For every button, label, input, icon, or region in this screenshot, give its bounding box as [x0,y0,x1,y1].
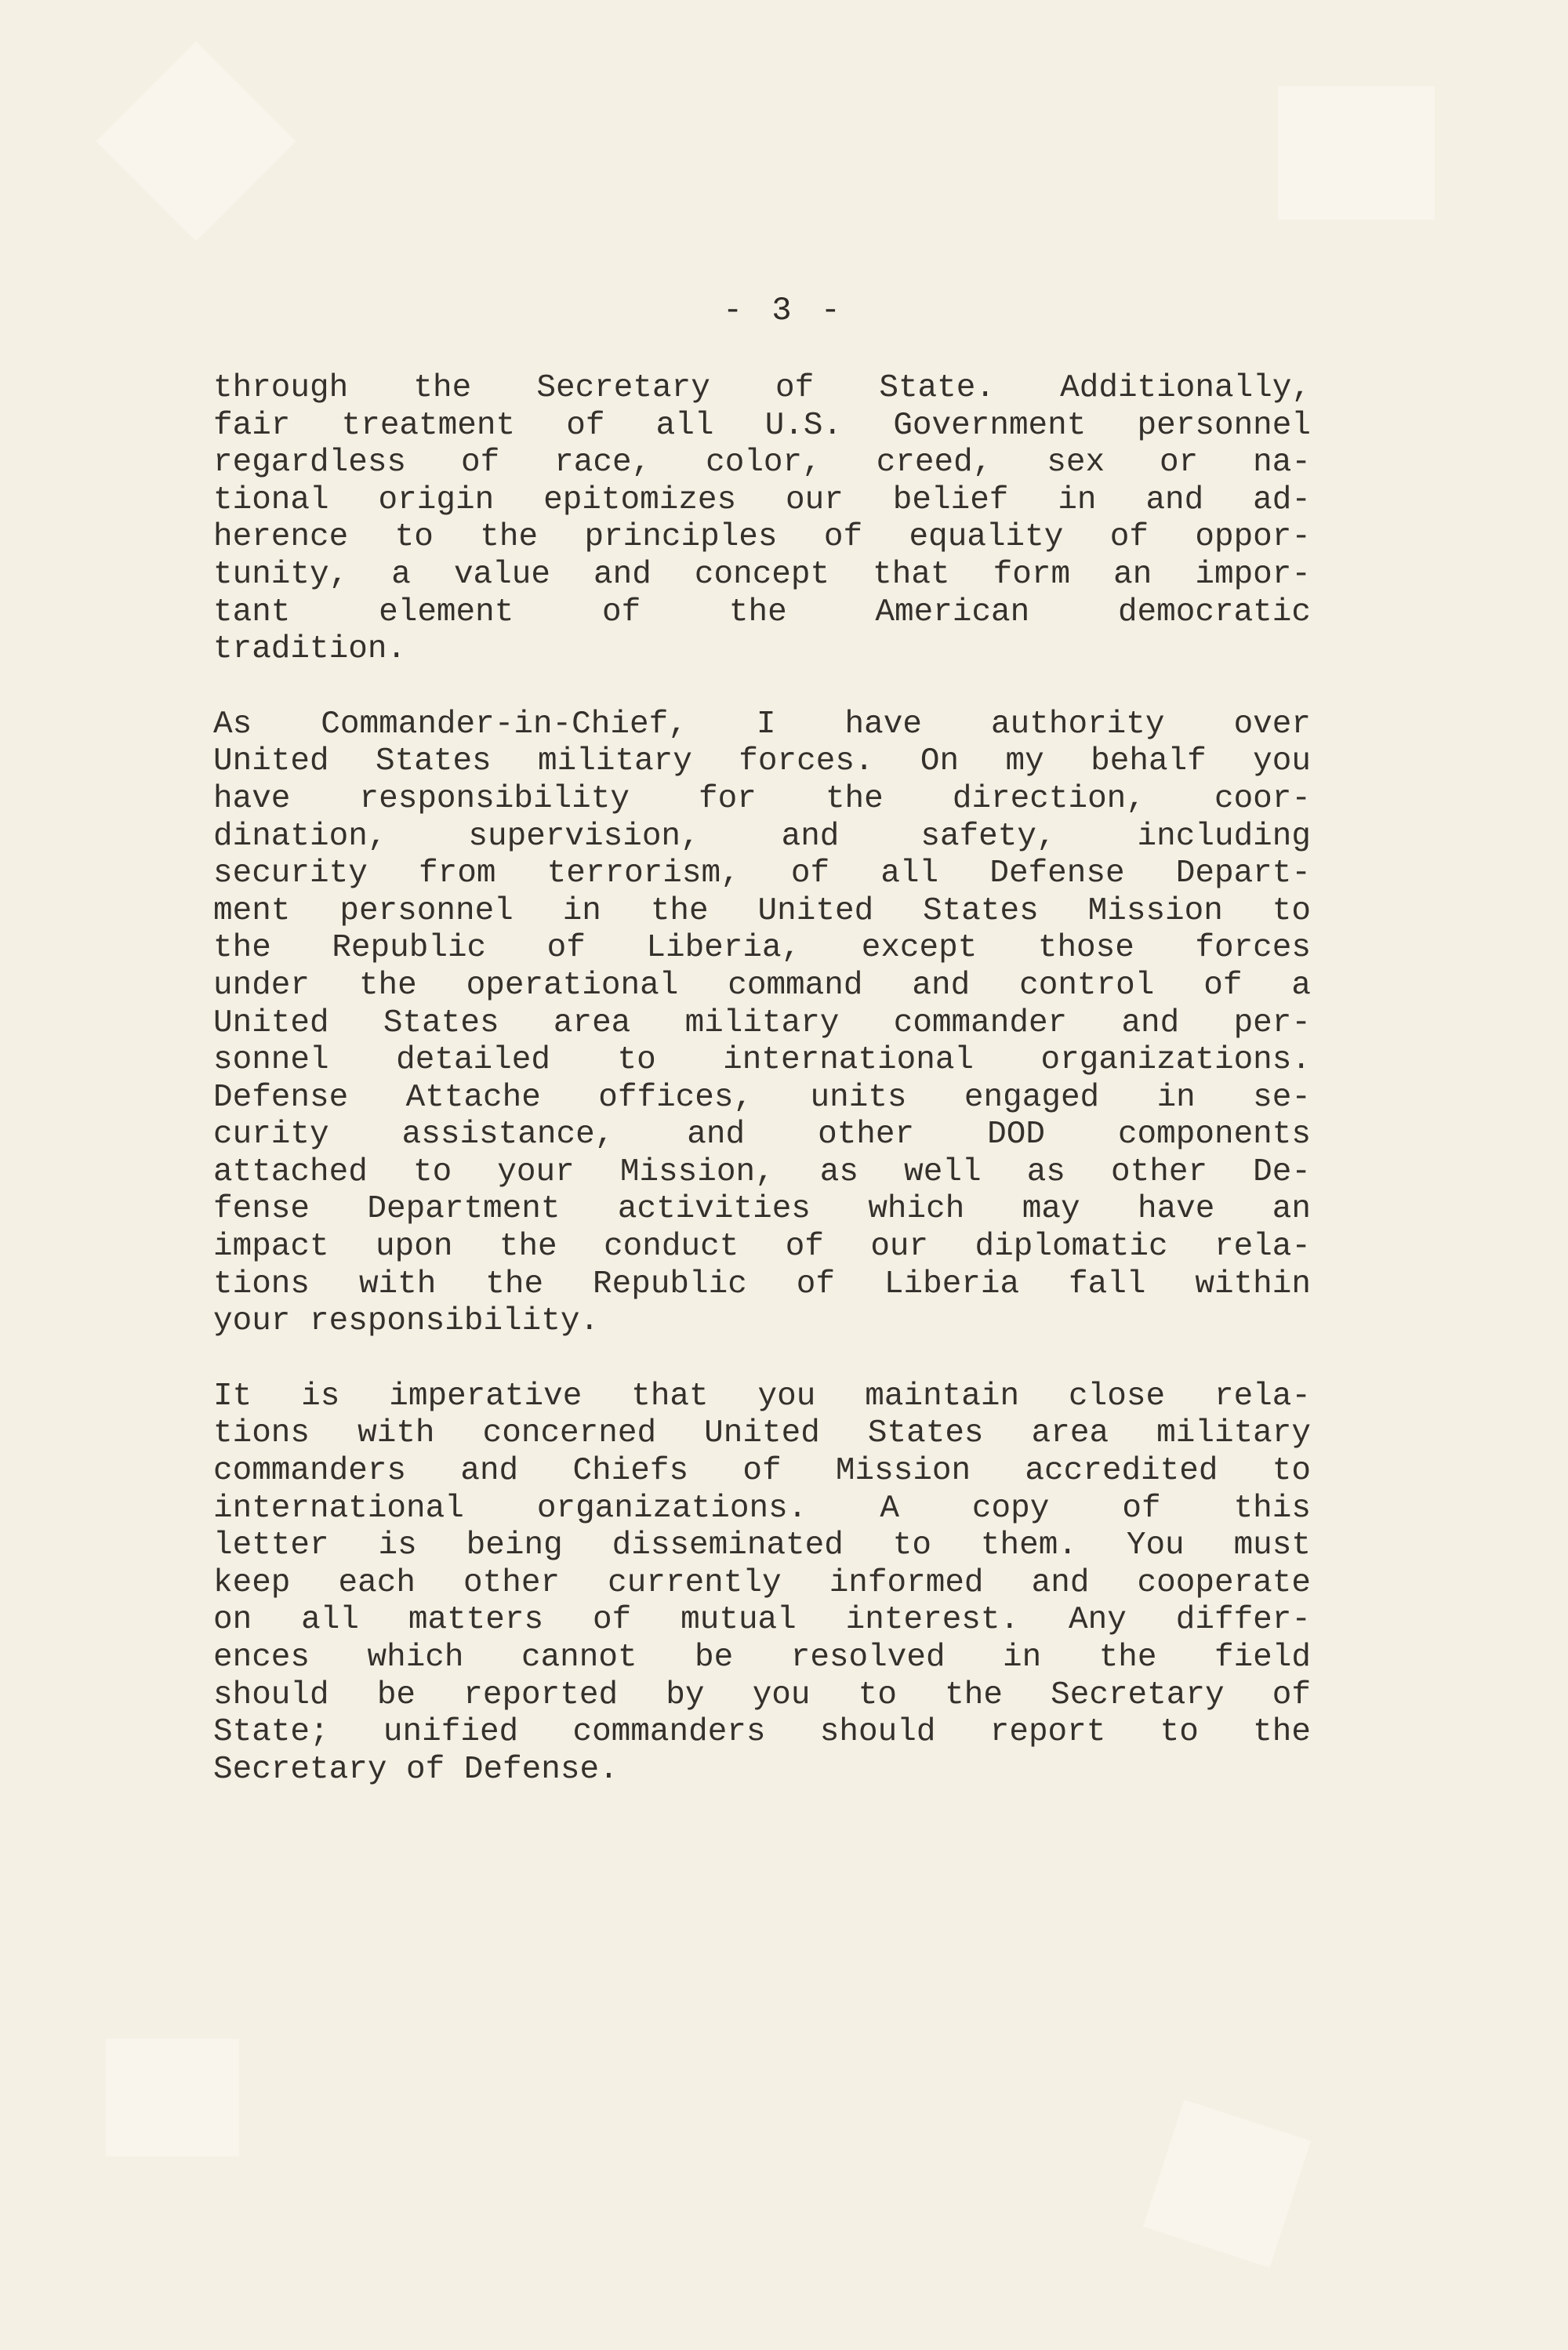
text-line: Defense Attache offices, units engaged in se- [213,1079,1311,1116]
text-line: tions with concerned United States area military [213,1415,1311,1452]
text-line: your responsibility. [213,1303,600,1340]
page-number: - 3 - [722,292,846,329]
text-line: As Commander-in-Chief, I have authority over [213,706,1311,743]
text-line: impact upon the conduct of our diplomatic rela- [213,1229,1311,1266]
text-line: tional origin epitomizes our belief in and ad- [213,481,1311,518]
text-line: fair treatment of all U.S. Government personnel [213,407,1311,444]
text-line: letter is being disseminated to them. You must [213,1527,1311,1564]
text-line: should be reported by you to the Secretary of [213,1676,1311,1713]
text-line: international organizations. A copy of this [213,1490,1311,1527]
text-line: tant element of the American democratic [213,594,1311,630]
paragraph-2 [213,706,1311,1341]
text-line: United States military forces. On my behalf you [213,743,1311,780]
text-line: tunity, a value and concept that form an impor- [213,556,1311,593]
text-line: dination, supervision, and safety, including [213,818,1311,855]
text-line: keep each other currently informed and cooperate [213,1564,1311,1601]
text-line: ences which cannot be resolved in the field [213,1640,1311,1676]
letter-body [213,370,1311,1826]
paragraph-1 [213,370,1311,669]
text-line: have responsibility for the direction, coor- [213,780,1311,817]
tape-mark [1278,86,1435,220]
tape-mark [96,42,296,242]
text-line: under the operational command and control of a [213,967,1311,1004]
text-line: It is imperative that you maintain close rela- [213,1378,1311,1415]
text-line: State; unified commanders should report to the [213,1714,1311,1751]
text-line: through the Secretary of State. Additionally, [213,370,1311,406]
text-line: commanders and Chiefs of Mission accredited to [213,1453,1311,1490]
text-line: the Republic of Liberia, except those forces [213,930,1311,967]
tape-mark [106,2039,239,2156]
tape-mark [1143,2100,1311,2268]
text-line: herence to the principles of equality of oppor- [213,519,1311,556]
text-line: regardless of race, color, creed, sex or na- [213,445,1311,481]
text-line: tradition. [213,631,407,668]
text-line: Secretary of Defense. [213,1751,619,1788]
text-line: United States area military commander and per- [213,1004,1311,1041]
paragraph-3 [213,1378,1311,1789]
text-line: tions with the Republic of Liberia fall within [213,1266,1311,1302]
text-line: attached to your Mission, as well as other De- [213,1153,1311,1190]
text-line: fense Department activities which may have an [213,1191,1311,1228]
text-line: ment personnel in the United States Mission to [213,892,1311,929]
text-line: on all matters of mutual interest. Any differ- [213,1602,1311,1639]
text-line: sonnel detailed to international organizations. [213,1042,1311,1079]
text-line: security from terrorism, of all Defense Depart- [213,855,1311,892]
text-line: curity assistance, and other DOD components [213,1117,1311,1153]
